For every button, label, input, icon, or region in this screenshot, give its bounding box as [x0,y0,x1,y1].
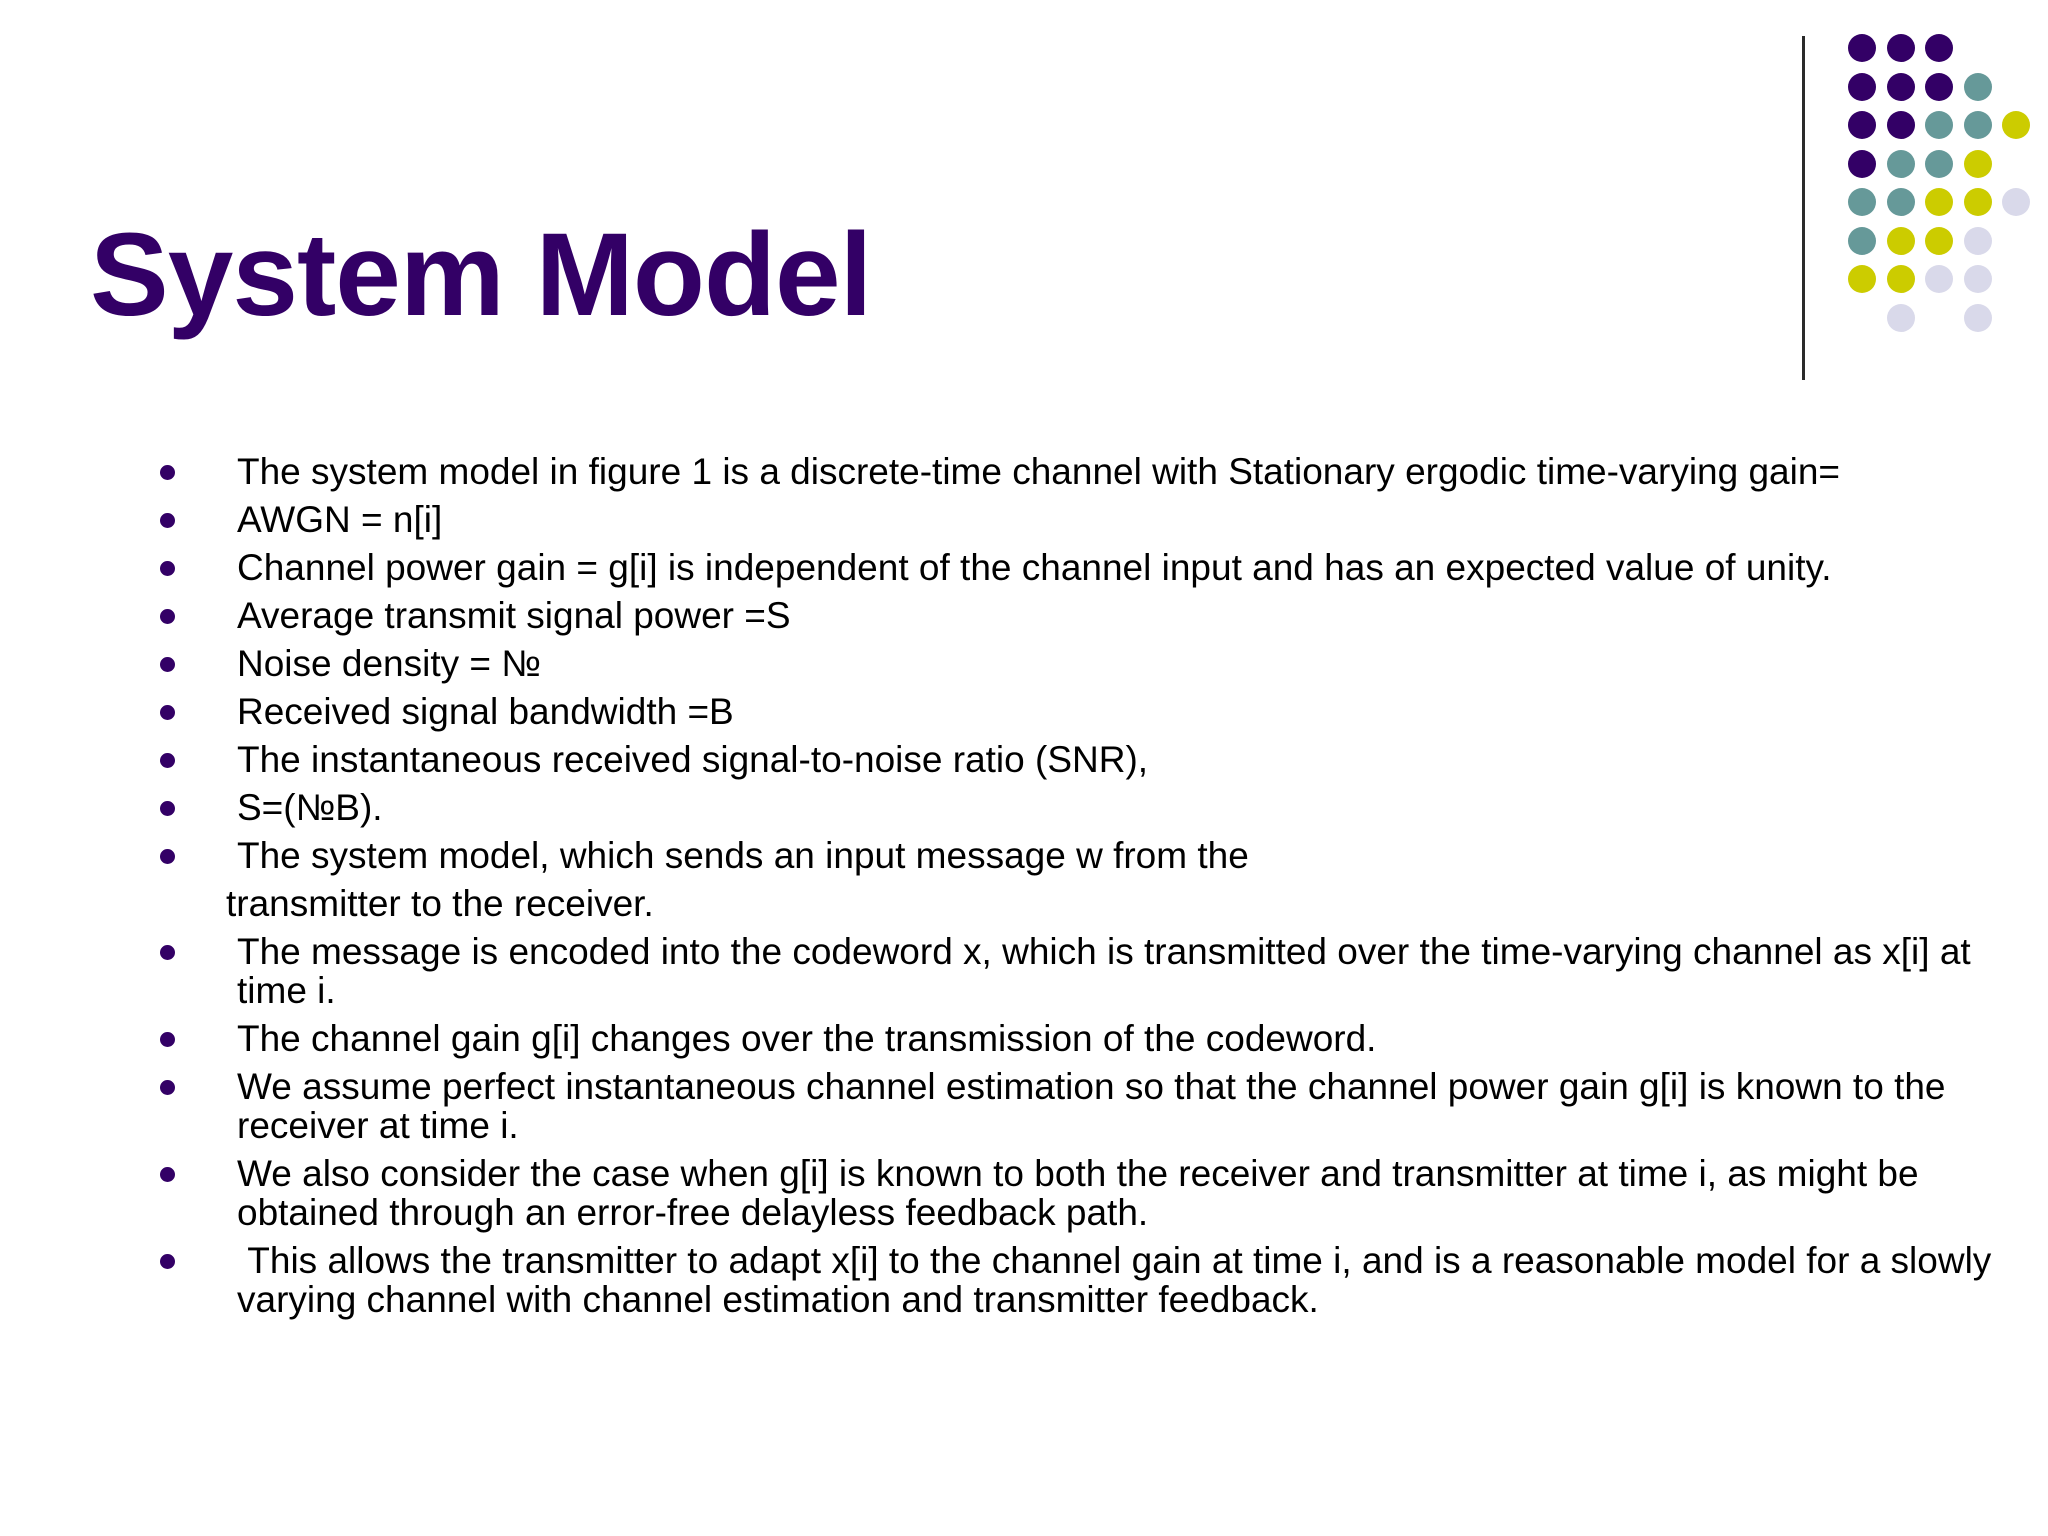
slide-title: System Model [90,209,872,341]
decorative-dot [1964,150,1992,178]
decorative-dot [1887,304,1915,332]
decorative-dot [1887,265,1915,293]
bullet-item [0,932,2048,1010]
bullet-text: The channel gain g[i] changes over the transmission of the codeword. [237,1018,1377,1059]
decorative-dot [1887,227,1915,255]
bullet-item [0,1019,2048,1058]
bullet-item [0,1241,2048,1319]
bullet-dot-icon [160,705,175,720]
decorative-dot [1848,265,1876,293]
bullet-dot-icon [160,1080,175,1095]
decorative-dot [1964,304,1992,332]
bullet-text: Noise density = № [237,643,541,684]
bullet-text: Average transmit signal power =S [237,595,791,636]
bullet-text: The instantaneous received signal-to-noise ratio (SNR), [237,739,1149,780]
decorative-dot [1925,73,1953,101]
decorative-dot [1887,111,1915,139]
decorative-dot [1848,227,1876,255]
bullet-item [0,1067,2048,1145]
decorative-dot [1848,111,1876,139]
bullet-item [0,788,2048,827]
bullet-dot-icon [160,1032,175,1047]
bullet-text: transmitter to the receiver. [226,883,654,924]
bullet-dot-icon [160,657,175,672]
decorative-dot [1964,227,1992,255]
bullet-dot-icon [160,753,175,768]
bullet-continuation-text [0,884,2048,923]
bullet-text: AWGN = n[i] [237,499,443,540]
bullet-item [0,1154,2048,1232]
bullet-dot-icon [160,1254,175,1269]
decorative-dot [2002,188,2030,216]
decorative-dot [1925,111,1953,139]
decorative-dot [1925,188,1953,216]
bullet-text: Channel power gain = g[i] is independent of the channel input and has an expected value of unity. [237,547,1832,588]
decorative-dot [1887,188,1915,216]
decorative-dot [1964,73,1992,101]
decorative-dot [1925,34,1953,62]
bullet-list [0,452,2048,1328]
decorative-dot [1848,150,1876,178]
decorative-dot [1887,150,1915,178]
bullet-item [0,644,2048,683]
decorative-dot [1925,265,1953,293]
bullet-text: We assume perfect instantaneous channel estimation so that the channel power gain g[i] is known to the receiver at time i. [237,1066,1956,1146]
bullet-text: This allows the transmitter to adapt x[i] to the channel gain at time i, and is a reasonable model for a slowly varying channel with channel estimation and transmitter feedback. [237,1240,2002,1320]
bullet-dot-icon [160,945,175,960]
bullet-text: We also consider the case when g[i] is known to both the receiver and transmitter at time i, as might be obtained through an error-free delayless feedback path. [237,1153,1929,1233]
decorative-dot [1887,73,1915,101]
bullet-text: The system model, which sends an input message w from the [237,835,1249,876]
decorative-dot [2002,111,2030,139]
bullet-text: S=(№B). [237,787,383,828]
decorative-dot [1887,34,1915,62]
decorative-dot [1925,227,1953,255]
bullet-item [0,452,2048,491]
decorative-dot [1848,34,1876,62]
bullet-item [0,548,2048,587]
bullet-text: Received signal bandwidth =B [237,691,734,732]
bullet-dot-icon [160,801,175,816]
bullet-item [0,692,2048,731]
decorative-dot [1848,73,1876,101]
bullet-item [0,740,2048,779]
bullet-dot-icon [160,561,175,576]
decorative-dot [1964,265,1992,293]
decorative-dot [1964,111,1992,139]
bullet-dot-icon [160,1167,175,1182]
dot-grid-decoration-icon [0,0,2048,400]
bullet-dot-icon [160,465,175,480]
bullet-dot-icon [160,849,175,864]
bullet-text: The message is encoded into the codeword x, which is transmitted over the time-varying channel as x[i] at time i. [237,931,1981,1011]
decorative-dot [1925,150,1953,178]
bullet-dot-icon [160,513,175,528]
bullet-item [0,596,2048,635]
bullet-dot-icon [160,609,175,624]
bullet-item [0,836,2048,875]
decorative-dot [1964,188,1992,216]
decorative-dot [1848,188,1876,216]
bullet-text: The system model in figure 1 is a discrete-time channel with Stationary ergodic time-varying gain= [237,451,1841,492]
bullet-item [0,500,2048,539]
